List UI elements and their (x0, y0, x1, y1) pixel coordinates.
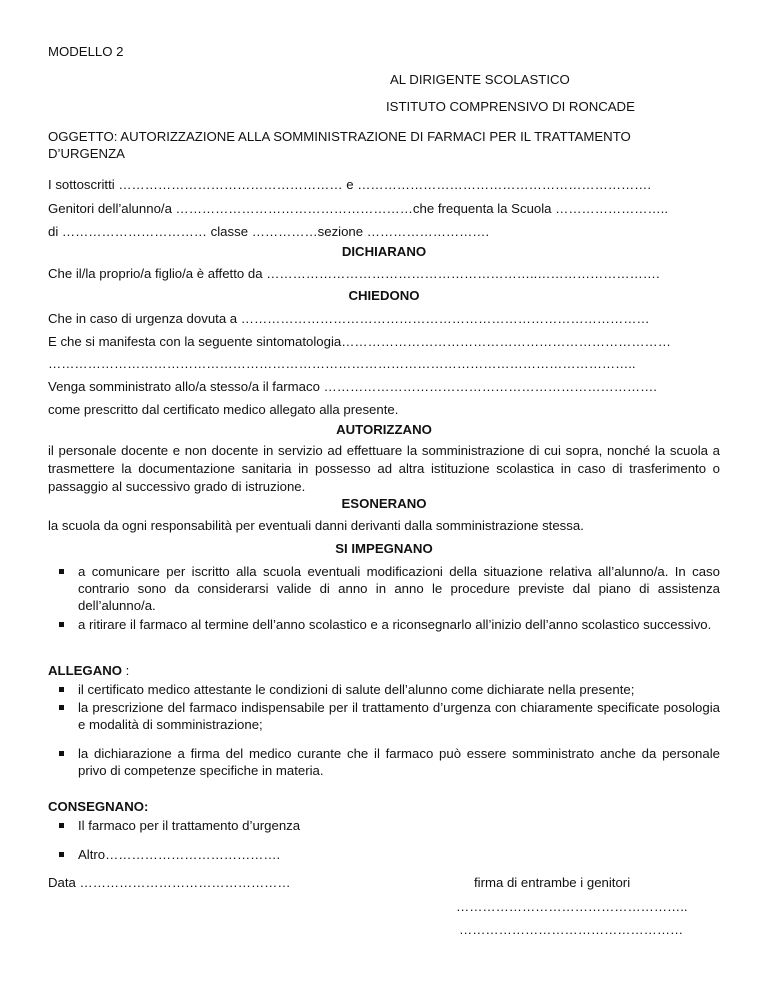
signature-line-2: …………………………………………… (459, 922, 684, 937)
list-item: la prescrizione del farmaco indispensabile per il trattamento d’urgenza con chiaramente specificate posologia e modalità di somministrazione; (48, 699, 720, 733)
chiedono-line4: Venga somministrato allo/a stesso/a il farmaco …………………………………………………………………. (48, 379, 657, 394)
list-item: la dichiarazione a firma del medico curante che il farmaco può essere somministrato anche da personale privo di competenze specifiche in materia. (48, 745, 720, 779)
chiedono-line5: come prescritto dal certificato medico allegato alla presente. (48, 402, 399, 417)
allegano-colon: : (122, 663, 130, 678)
subject-line2: D’URGENZA (48, 146, 125, 161)
date-field: Data ………………………………………… (48, 875, 291, 890)
autorizzano-text: il personale docente e non docente in servizio ad effettuare la somministrazione di cui sopra, nonché la scuola a trasmettere la documentazione sanitaria in possesso ad altra istituzione scolastica in caso di trasferimento o passaggio al successivo grado di istruzione. (48, 443, 720, 494)
chiedono-line2: E che si manifesta con la seguente sintomatologia………………………………………………………………… (48, 334, 671, 349)
list-item: Altro…………………………………. (48, 846, 720, 863)
class-section-field: di …………………………… classe ……………sezione ………………………. (48, 224, 490, 239)
consegnano-heading: CONSEGNANO: (48, 799, 149, 814)
dichiarano-text: Che il/la proprio/a figlio/a è affetto da ……………………………………………………..………………………. (48, 266, 660, 281)
signature-label: firma di entrambe i genitori (474, 875, 631, 890)
allegano-heading: ALLEGANO (48, 663, 122, 678)
student-school-field: Genitori dell’alunno/a ………………………………………………che frequenta la Scuola …………………….. (48, 201, 668, 216)
subject-line1: OGGETTO: AUTORIZZAZIONE ALLA SOMMINISTRAZIONE DI FARMACI PER IL TRATTAMENTO (48, 129, 631, 144)
consegnano-list (48, 817, 720, 863)
recipient-line2: ISTITUTO COMPRENSIVO DI RONCADE (386, 99, 635, 114)
model-label: MODELLO 2 (48, 44, 124, 59)
chiedono-heading: CHIEDONO (348, 288, 420, 303)
allegano-list (48, 681, 720, 779)
si-impegnano-heading: SI IMPEGNANO (335, 541, 433, 556)
dichiarano-heading: DICHIARANO (341, 244, 427, 259)
esonerano-heading: ESONERANO (341, 496, 427, 511)
list-item: Il farmaco per il trattamento d’urgenza (48, 817, 720, 834)
recipient-line1: AL DIRIGENTE SCOLASTICO (390, 72, 570, 87)
chiedono-line1: Che in caso di urgenza dovuta a ………………………………………………………………………………… (48, 311, 650, 326)
signature-line-1: …………………………………………….. (456, 899, 688, 914)
chiedono-line3: …………………………………………………………………………………………………………………….. (48, 356, 636, 371)
parents-names-field: I sottoscritti …………………………………………… e …………………………………………………………. (48, 177, 651, 192)
list-item: a comunicare per iscritto alla scuola eventuali modificazioni della situazione relativa all’alunno/a. In caso contrario sono da considerarsi valide di anno in anno le procedure previste dal piano di assistenza dell’alunno/a. (48, 563, 720, 614)
allegano-heading-row (48, 663, 129, 678)
si-impegnano-list (48, 563, 720, 633)
autorizzano-heading: AUTORIZZANO (336, 422, 432, 437)
list-item: il certificato medico attestante le condizioni di salute dell’alunno come dichiarate nella presente; (48, 681, 720, 698)
list-item: a ritirare il farmaco al termine dell’anno scolastico e a riconsegnarlo all’inizio dell’anno scolastico successivo. (48, 616, 720, 633)
esonerano-text: la scuola da ogni responsabilità per eventuali danni derivanti dalla somministrazione stessa. (48, 518, 584, 533)
